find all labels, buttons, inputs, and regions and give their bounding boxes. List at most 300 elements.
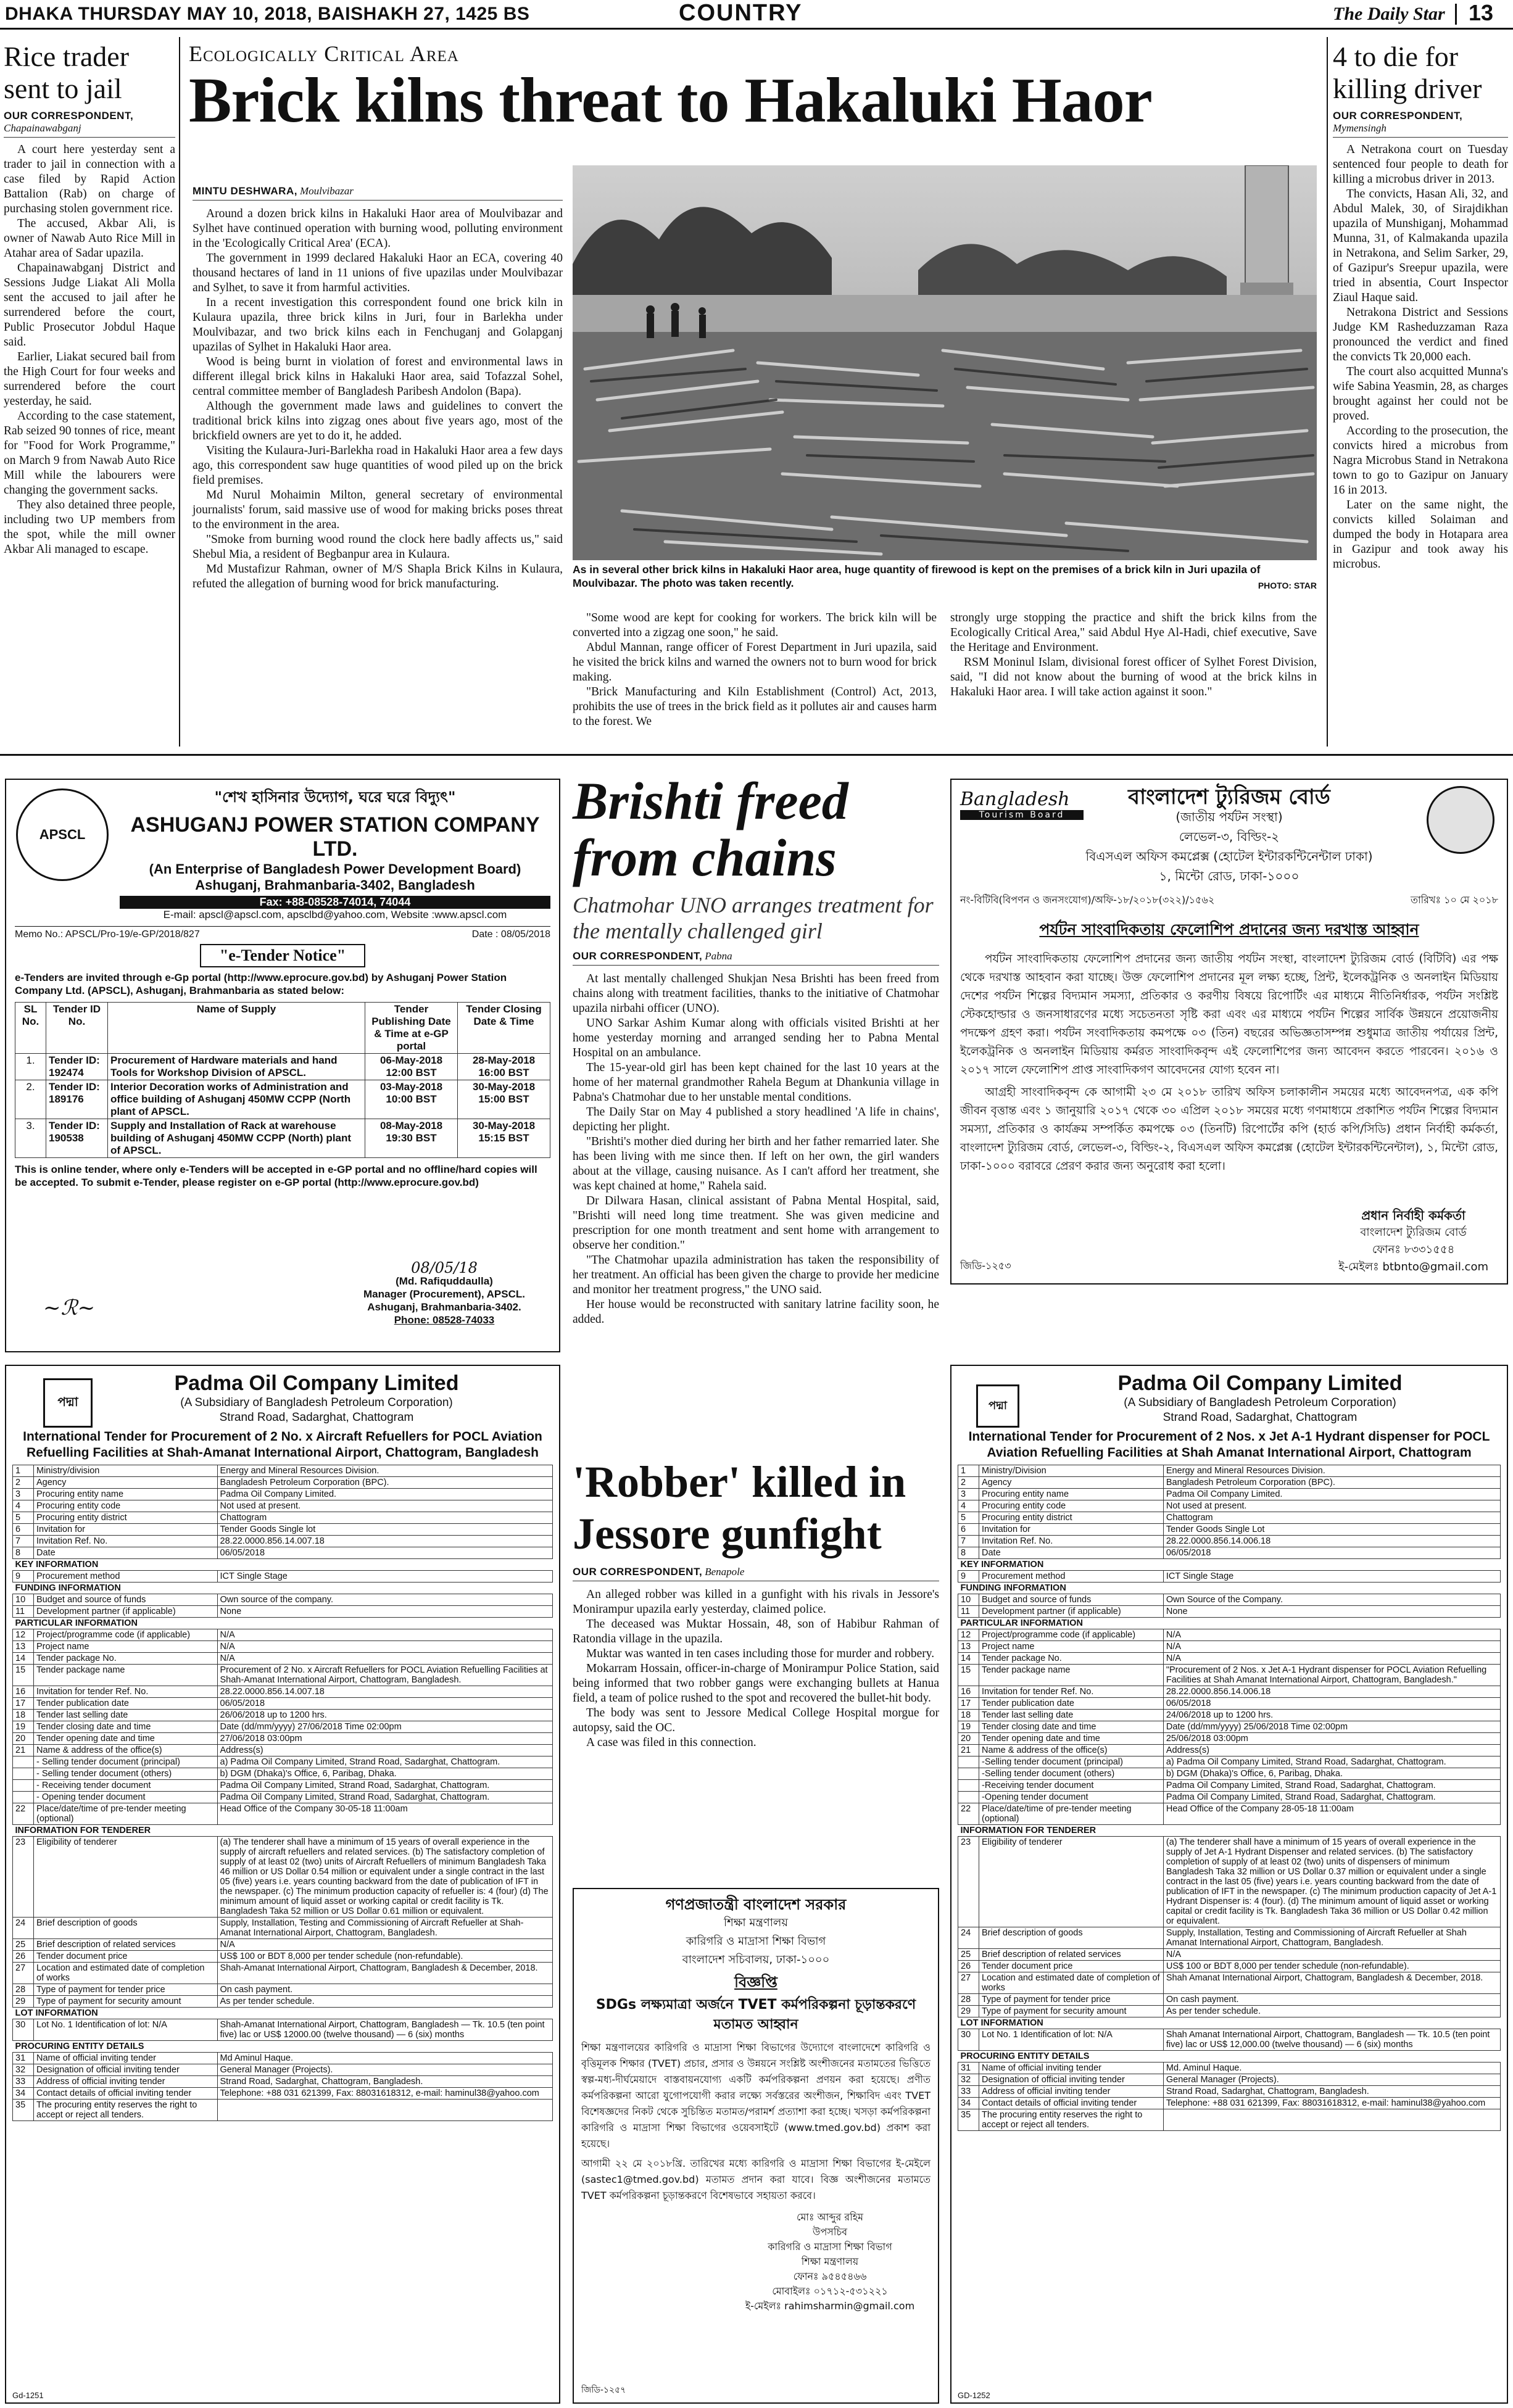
paragraph: "Brishti's mother died during her birth and her father remarried later. She has been living with me since then. If left on her own, the girl wanders about at the village, causing nuisance. As I can't afford her treatment, she was kept chained at home," Rahela said. (573, 1135, 939, 1193)
table-cell: Lot No. 1 Identification of lot: N/A (34, 2019, 218, 2041)
apscl-notice-wrap (15, 944, 550, 967)
table-cell: 27 (958, 1972, 979, 1994)
table-cell: Agency (34, 1477, 218, 1489)
table-row (13, 1768, 553, 1780)
table-section-header: KEY INFORMATION (13, 1559, 553, 1571)
tourism-addr2: বিএসএল অফিস কমপ্লেক্স (হোটেল ইন্টারকন্টিনেন্টাল ঢাকা) (1085, 849, 1373, 864)
table-cell: Name of official inviting tender (34, 2053, 218, 2064)
table-row (958, 1825, 1501, 1837)
table-cell: N/A (217, 1939, 553, 1951)
table-cell: Padma Oil Company Limited, Strand Road, Sadarghat, Chattogram. (1163, 1780, 1500, 1792)
table-cell: Procuring entity district (979, 1512, 1164, 1524)
padma-code: Gd-1251 (12, 2391, 44, 2400)
table-cell: 24/06/2018 up to 1200 hrs. (1163, 1710, 1500, 1721)
paragraph: strongly urge stopping the practice and shift the brick kilns from the Ecologically Critical Area," said Abdul Hye Al-Hadi, chief executive, Save the Heritage and Environment. (950, 611, 1317, 654)
table-cell: 35 (958, 2109, 979, 2131)
table-cell: - Selling tender document (others) (34, 1768, 218, 1780)
table-row (958, 1837, 1501, 1927)
table-cell (13, 1756, 34, 1768)
table-cell: 12 (958, 1629, 979, 1641)
table-cell: Tender closing date and time (979, 1721, 1164, 1733)
table-row (958, 1698, 1501, 1710)
table-row (958, 1972, 1501, 1994)
table-cell: N/A (1163, 1949, 1500, 1961)
table-cell: On cash payment. (217, 1984, 553, 1996)
table-cell: - Opening tender document (34, 1792, 218, 1803)
table-cell: Type of payment for tender price (979, 1994, 1164, 2006)
table-row (958, 2017, 1501, 2029)
table-cell: Procurement method (34, 1571, 218, 1583)
table-row (13, 1733, 553, 1745)
table-cell: 20 (13, 1733, 34, 1745)
table-cell: Designation of official inviting tender (34, 2064, 218, 2076)
table-header: SL No. (15, 1003, 46, 1054)
apscl-designation: Manager (Procurement), APSCL. (363, 1288, 525, 1300)
table-row (15, 1080, 550, 1119)
table-section-header: LOT INFORMATION (13, 2008, 553, 2019)
table-cell: 11 (13, 1606, 34, 1618)
table-row (958, 1710, 1501, 1721)
table-cell: 06/05/2018 (217, 1547, 553, 1559)
table-row (13, 1837, 553, 1918)
table-cell: 2 (13, 1477, 34, 1489)
table-row (13, 2100, 553, 2121)
table-row (958, 1489, 1501, 1500)
tourism-signature-block (1338, 1207, 1488, 1276)
table-cell: Supply, Installation, Testing and Commissioning of Aircraft Refueller at Shah Amanat International Airport, Chattogram, Bangladesh. (1163, 1927, 1500, 1949)
table-cell: Chattogram (217, 1512, 553, 1524)
table-cell: Invitation for (979, 1524, 1164, 1536)
story-column-3 (950, 611, 1317, 700)
masthead-dateline: DHAKA THURSDAY MAY 10, 2018, BAISHAKH 27, 1425 BS (5, 4, 530, 24)
paragraph: Her house would be reconstructed with sanitary latrine facility soon, he added. (573, 1298, 939, 1326)
paragraph: According to the prosecution, the convicts hired a microbus from Nagra Microbus Stand in Netrakona town to go to Gazipur on January 16 in 2013. (1333, 424, 1508, 497)
table-cell: Procuring entity district (34, 1512, 218, 1524)
padma-logo (43, 1378, 93, 1428)
padma-logo-text: পদ্মা (989, 1399, 1007, 1412)
table-cell: Procurement method (979, 1571, 1164, 1583)
table-cell: Date (979, 1547, 1164, 1559)
table-cell: Energy and Mineral Resources Division. (217, 1465, 553, 1477)
column-rule (1327, 37, 1328, 747)
padma-logo (976, 1384, 1019, 1428)
masthead (0, 0, 1513, 30)
table-row (13, 1665, 553, 1686)
table-cell: Contact details of official inviting tender (34, 2088, 218, 2100)
tourism-ref-row (960, 892, 1498, 909)
paragraph: A case was filed in this connection. (586, 1736, 756, 1749)
table-cell: 25 (958, 1949, 979, 1961)
story-deck: Chatmohar UNO arranges treatment for the mentally challenged girl (573, 893, 934, 943)
apscl-address: Ashuganj, Brahmanbaria-3402, Bangladesh (195, 877, 475, 893)
table-cell: -Selling tender document (principal) (979, 1756, 1164, 1768)
table-cell: 06/05/2018 (1163, 1547, 1500, 1559)
table-row (13, 1698, 553, 1710)
story-byline: MINTU DESHWARA, (193, 185, 297, 197)
table-cell: Tender opening date and time (979, 1733, 1164, 1745)
table-cell: 16 (13, 1686, 34, 1698)
table-cell: (a) The tenderer shall have a minimum of 15 years of overall experience in the supply of Jet A-1 Hydrant Dispenser and related services. (b) The satisfactory completion of supply of at least 02 (two) units of dispensers of minimum Bangladesh Taka 32 million or US Dollar 0.37 million or equivalent under a single contract in the last 05 (five) years i.e. years counting backward from the date of publication of IFT in the newspaper. (c) The minimum production capacity of Jet A-1 Hydrant Dispenser is: 4 (four). (d) The minimum amount of liquid asset or working capital or credit facility is Tk. Bangladesh Taka 36 million or US Dollar 0.42 million or equivalent. (1163, 1837, 1500, 1927)
table-cell: Tender package No. (34, 1653, 218, 1665)
table-row (13, 1606, 553, 1618)
apscl-slogan: "শেখ হাসিনার উদ্যোগ, ঘরে ঘরে বিদ্যুৎ" (214, 788, 456, 806)
paragraph: Chapainawabganj District and Sessions Judge Liakat Ali Molla sent the accused to jail after he surrendered before the court, Public Prosecutor Jobdul Haque said. (4, 262, 175, 349)
section-divider (0, 754, 1513, 756)
table-row (958, 2074, 1501, 2086)
table-cell: Date (34, 1547, 218, 1559)
table-cell: (a) The tenderer shall have a minimum of 15 years of overall experience in the supply of aircraft refuellers and related services. (b) The satisfactory completion of supply of at least 02 (two) units of Aircraft Refuellers of minimum Bangladesh Taka 46 million or US Dollar 0.54 million or equivalent under a single contract in the last 05 (five) years i.e. years counting backward from the date of publication of IFT in the newspaper. (c) The minimum production capacity of refueller is: 4 (four) (d) The minimum amount of liquid asset or working capital or credit facility is Tk. Bangladesh Taka 52 million or US Dollar 0.61 million or equivalent. (217, 1837, 553, 1918)
govt-mobile: মোবাইলঃ ০১৭১২-৫৩১২২১ (772, 2285, 888, 2297)
govt-notice: বিজ্ঞপ্তি (734, 1974, 777, 1991)
table-row (13, 1686, 553, 1698)
table-section-header: PROCURING ENTITY DETAILS (958, 2051, 1501, 2063)
table-row (13, 1629, 553, 1641)
table-cell: Tender package name (979, 1665, 1164, 1686)
tourism-para1: পর্যটন সাংবাদিকতায় ফেলোশিপ প্রদানের জন্য জাতীয় পর্যটন সংস্থা, বাংলাদেশ ট্যুরিজম বোর্ড (বিটিবি) এর পক্ষ থেকে দরখাস্ত আহবান করা যাচ্ছে। উক্ত ফেলোশিপ প্রদানের মূল লক্ষ্য হচ্ছে, প্রিন্ট, ইলেকট্রনিক ও অনলাইন মিডিয়ায় দেশের পর্যটন শিল্পের বিদ্যমান সমস্যা, প্রতিকার ও করণীয় বিষয়ে রিপোর্টিং এর মাধ্যমে নীতিনির্ধারক, পর্যটন সংশ্লিষ্ট স্টেকহোল্ডার ও জনসাধারণের মধ্যে সচেতনতা সৃষ্টি করা এবং এর মাধ্যমে পর্যটন শিল্পের সার্বিক উন্নয়নে প্রয়োজনীয় পদক্ষেপ গ্রহণ করা। পর্যটন সংবাদিকতায় কমপক্ষে ০৩ (তিন) বছরের অভিজ্ঞতাসম্পন্ন শুধুমাত্র জাতীয় পর্যায়ের প্রিন্ট, ইলেকট্রনিক ও অনলাইন মিডিয়ায় কর্মরত সাংবাদিকবৃন্দ এই ফেলোশিপের জন্য আবেদন করতে পারবেন। ২০১৬ ও ২০১৭ সালে ফেলোশিপ প্রাপ্ত সাংবাদিকগণ আবেদনের যোগ্য হবেন না। (960, 953, 1498, 1077)
table-cell: The procuring entity reserves the right to accept or reject all tenders. (979, 2109, 1164, 2131)
table-cell: 28-May-2018 16:00 BST (458, 1054, 550, 1080)
table-row (13, 1583, 553, 1594)
tourism-addr1: লেভেল-৩, বিল্ডিং-২ (1179, 829, 1280, 844)
table-cell: -Receiving tender document (979, 1780, 1164, 1792)
paragraph: Netrakona District and Sessions Judge KM Rasheduzzaman Raza pronounced the verdict and fined the convicts Tk 20,000 each. (1333, 306, 1508, 363)
table-row (13, 1547, 553, 1559)
story-headline: 4 to die for killing driver (1333, 41, 1482, 104)
table-cell: 6 (13, 1524, 34, 1536)
table-cell: 26 (958, 1961, 979, 1972)
table-row (13, 1500, 553, 1512)
story-body (573, 611, 937, 729)
table-row (13, 1918, 553, 1939)
padma-tender-table (12, 1465, 553, 2121)
table-cell: Date (dd/mm/yyyy) 25/06/2018 Time 02:00pm (1163, 1721, 1500, 1733)
table-cell: 9 (13, 1571, 34, 1583)
table-cell: - Selling tender document (principal) (34, 1756, 218, 1768)
apscl-logo (16, 788, 109, 881)
table-row (958, 1780, 1501, 1792)
table-row (958, 1583, 1501, 1594)
table-cell: Tender last selling date (979, 1710, 1164, 1721)
table-cell: 22 (13, 1803, 34, 1825)
table-cell: Padma Oil Company Limited, Strand Road, Sadarghat, Chattogram. (217, 1780, 553, 1792)
table-cell: Tender Goods Single Lot (1163, 1524, 1500, 1536)
apscl-tender-ad (5, 779, 560, 1352)
table-cell: 06/05/2018 (217, 1698, 553, 1710)
table-cell: 7 (13, 1536, 34, 1547)
govt-signature-block (729, 2210, 931, 2314)
table-cell: Invitation for tender Ref. No. (979, 1686, 1164, 1698)
table-cell: Type of payment for security amount (34, 1996, 218, 2008)
table-cell: 30 (13, 2019, 34, 2041)
table-row (13, 1477, 553, 1489)
table-cell: Head Office of the Company 28-05-18 11:00am (1163, 1803, 1500, 1825)
table-cell: 19 (958, 1721, 979, 1733)
paragraph: According to the case statement, Rab seized 90 tonnes of rice, meant for "Food for Work Programme," on March 9 from Nawab Auto Rice Mill while the labourers were changing the government sacks. (4, 410, 175, 497)
table-cell: Invitation for tender Ref. No. (34, 1686, 218, 1698)
govt-para1: শিক্ষা মন্ত্রণালয়ের কারিগরি ও মাদ্রাসা শিক্ষা বিভাগের উদ্যোগে বাংলাদেশে কারিগরি ও বৃত্তিমূলক শিক্ষার (TVET) প্রচার, প্রসার ও উন্নয়নে সংশ্লিষ্ট অংশীজনের মতামতের ভিত্তিতে স্বল্প-মধ্য-দীর্ঘমেয়াদে বাস্তবায়নযোগ্য একটি কর্মপরিকল্পনা প্রণয়ন করা হয়েছে। প্রণীত কর্মপরিকল্পনা আরো যুগোপযোগী করার লক্ষ্যে সর্বস্তরের অংশীজন, শিক্ষাবিদ এবং TVET বিশেষজ্ঞদের নিকট থেকে সুচিন্তিত মতামত/পরামর্শ প্রত্যাশা করা হচ্ছে। খসড়া কর্মপরিকল্পনা কারিগরি ও মাদ্রাসা শিক্ষা বিভাগের ওয়েবসাইটে (www.tmed.gov.bd) প্রকাশ করা হয়েছে। (581, 2042, 931, 2149)
apscl-sig-address: Ashuganj, Brahmanbaria-3402. (367, 1301, 521, 1313)
paragraph: Muktar was wanted in ten cases including those for murder and robbery. (586, 1647, 935, 1660)
govt-para2: আগামী ২২ মে ২০১৮খ্রি. তারিখের মধ্যে কারিগরি ও মাদ্রাসা শিক্ষা বিভাগের ই-মেইলে (sastec1@tmed.gov.bd) মতামত প্রদান করা যাবে। বিজ্ঞ অংশীজনের মতামতে TVET কর্মপরিকল্পনা চূড়ান্তকরণে বিশেষভাবে সহায়তা করবে। (581, 2158, 931, 2201)
table-cell: 5 (958, 1512, 979, 1524)
story-byline: OUR CORRESPONDENT, (4, 110, 134, 122)
table-row (958, 1803, 1501, 1825)
tourism-addr3: ১, মিন্টো রোড, ঢাকা-১০০০ (1159, 869, 1300, 883)
photo-credit: PHOTO: STAR (1258, 581, 1317, 590)
table-cell: ICT Single Stage (1163, 1571, 1500, 1583)
table-row (15, 1119, 550, 1158)
tourism-para2: আগ্রহী সাংবাদিকবৃন্দ কে আগামী ২৩ মে ২০১৮ তারিখ অফিস চলাকালীন সময়ের মধ্যে আবেদনপত্র, এক কপি জীবন বৃত্তান্ত এবং ১ জানুয়ারি ২০১৭ থেকে ৩০ এপ্রিল ২০১৮ সময়ের মধ্যে গণমাধ্যমে প্রকাশিত পর্যটন শিল্পের বিদ্যমান সমস্যা, প্রতিকার ও কার্যক্রম সম্পর্কিত কমপক্ষে ০৩ (তিনটি) রিপোর্টের কপি (হার্ড কপি/সিডি) প্রধান নির্বাহী কর্মকর্তা, বাংলাদেশ ট্যুরিজম বোর্ড, লেভেল-৩, বিল্ডিং-২, বিএসএল অফিস কমপ্লেক্স (হোটেল ইন্টারকন্টিনেন্টাল), ১, মিন্টো রোড, ঢাকা-১০০০ বরাবরে প্রেরণ করার জন্য অনুরোধ করা হলো। (960, 1086, 1498, 1173)
table-cell: 23 (958, 1837, 979, 1927)
apscl-notice: "e-Tender Notice" (200, 944, 365, 967)
table-cell: 28 (13, 1984, 34, 1996)
apscl-header (120, 786, 550, 921)
table-cell: Type of payment for security amount (979, 2006, 1164, 2017)
table-cell: Own Source of the Company. (1163, 1594, 1500, 1606)
story-brick-kilns (189, 41, 1318, 134)
table-cell: Interior Decoration works of Administration and office building of Ashuganj 450MW CCPP (North plant of APSCL. (108, 1080, 365, 1119)
story-dateline: Moulvibazar (299, 185, 354, 197)
table-cell: Lot No. 1 Identification of lot: N/A (979, 2029, 1164, 2051)
table-row (13, 1745, 553, 1756)
table-cell: 31 (958, 2063, 979, 2074)
paragraph: "Some wood are kept for cooking for workers. The brick kiln will be converted into a zigzag one soon," he said. (573, 611, 937, 639)
story-dateline: Pabna (705, 950, 732, 962)
table-cell: 33 (13, 2076, 34, 2088)
table-cell: 12 (13, 1629, 34, 1641)
paragraph: The accused, Akbar Ali, is owner of Nawab Auto Rice Mill in Atahar area of Sadar upazila. (4, 217, 175, 260)
govt-heading: SDGs লক্ষ্যমাত্রা অর্জনে TVET কর্মপরিকল্পনা চূড়ান্তকরণে মতামত আহ্বান (595, 1997, 916, 2032)
table-row (13, 1803, 553, 1825)
table-row (13, 1618, 553, 1629)
paragraph: The deceased was Muktar Hossain, 48, son of Habibur Rahman of Ratondia village in the upazila. (573, 1618, 939, 1645)
story-body (950, 611, 1317, 700)
table-row (958, 1536, 1501, 1547)
table-row (958, 1641, 1501, 1653)
table-cell: Padma Oil Company Limited. (1163, 1489, 1500, 1500)
table-cell: Tender document price (34, 1951, 218, 1963)
table-cell: 28.22.0000.856.14.006.18 (1163, 1686, 1500, 1698)
table-cell: On cash payment. (1163, 1994, 1500, 2006)
table-cell: Tender publication date (34, 1698, 218, 1710)
table-cell: 1. (15, 1054, 46, 1080)
photo-illustration (573, 165, 1317, 560)
govt-address: বাংলাদেশ সচিবালয়, ঢাকা-১০০০ (682, 1953, 830, 1966)
table-row (958, 1756, 1501, 1768)
table-section-header: FUNDING INFORMATION (13, 1583, 553, 1594)
paragraph: RSM Moninul Islam, divisional forest officer of Sylhet Forest Division, said, "I did not know about the burning of wood at the brick kilns in Hakaluki Haor area. I will take action against it soon." (950, 656, 1317, 698)
table-cell: N/A (217, 1653, 553, 1665)
paragraph: Earlier, Liakat secured bail from the High Court for four weeks and surrendered before the court yesterday, he said. (4, 350, 175, 408)
table-cell: b) DGM (Dhaka)'s Office, 6, Paribag, Dhaka. (217, 1768, 553, 1780)
table-cell: Telephone: +88 031 621399, Fax: 88031618312, e-mail: haminul38@yahoo.com (217, 2088, 553, 2100)
table-cell: Md Aminul Haque. (217, 2053, 553, 2064)
table-cell: 23 (13, 1837, 34, 1918)
table-row (13, 2076, 553, 2088)
padma-code: GD-1252 (958, 2391, 990, 2400)
table-row (958, 1618, 1501, 1629)
paragraph: Around a dozen brick kilns in Hakaluki Haor area of Moulvibazar and Sylhet have continued operation with burning wood, polluting environment in the 'Ecologically Critical Area' (ECA). (193, 207, 563, 250)
masthead-separator (1455, 4, 1457, 25)
table-cell: Ministry/division (34, 1465, 218, 1477)
story-byline: OUR CORRESPONDENT, (1333, 110, 1463, 122)
table-cell: -Opening tender document (979, 1792, 1164, 1803)
story-body (1333, 143, 1508, 572)
table-cell: As per tender schedule. (217, 1996, 553, 2008)
table-cell: 25/06/2018 03:00pm (1163, 1733, 1500, 1745)
apscl-initial-signature: ~ℛ~ (43, 1296, 96, 1320)
padma-address: Strand Road, Sadarghat, Chattogram (219, 1411, 414, 1424)
govt-tvet-ad (573, 1888, 939, 2404)
table-cell: 28 (958, 1994, 979, 2006)
paragraph: An alleged robber was killed in a gunfight with his rivals in Jessore's Monirampur upazila early yesterday, claimed police. (573, 1588, 939, 1616)
tourism-logo-sub: Tourism Board (960, 810, 1084, 820)
table-cell: 31 (13, 2053, 34, 2064)
table-row (958, 1949, 1501, 1961)
table-cell: Development partner (if applicable) (979, 1606, 1164, 1618)
padma-hydrant-dispenser-ad (950, 1365, 1508, 2404)
table-cell: Supply and Installation of Rack at warehouse building of Ashuganj 450MW CCPP (North) plant of APSCL. (108, 1119, 365, 1158)
story-column-2 (573, 611, 937, 729)
apscl-signature: 08/05/18 (411, 1259, 478, 1276)
table-cell: None (217, 1606, 553, 1618)
table-cell: Tender ID: 189176 (46, 1080, 108, 1119)
table-cell: US$ 100 or BDT 8,000 per tender schedule (non-refundable). (1163, 1961, 1500, 1972)
story-body (573, 972, 939, 1327)
tourism-signer: প্রধান নির্বাহী কর্মকর্তা (1361, 1208, 1465, 1223)
story-headline: Rice trader sent to jail (4, 41, 130, 104)
padma-aircraft-refueller-ad (5, 1365, 560, 2404)
padma-logo-text: পদ্মা (57, 1394, 78, 1409)
table-cell: -Selling tender document (others) (979, 1768, 1164, 1780)
table-cell: Tender ID: 190538 (46, 1119, 108, 1158)
table-cell: Padma Oil Company Limited, Strand Road, Sadarghat, Chattogram. (217, 1792, 553, 1803)
table-section-header: INFORMATION FOR TENDERER (958, 1825, 1501, 1837)
govt-designation: উপসচিব (812, 2226, 847, 2238)
table-cell: Project name (34, 1641, 218, 1653)
tourism-email: ই-মেইলঃ btbnto@gmail.com (1338, 1260, 1488, 1273)
table-cell: Not used at present. (217, 1500, 553, 1512)
apscl-tender-table (15, 1002, 550, 1158)
table-cell: Procurement of 2 No. x Aircraft Refuellers for POCL Aviation Refuelling Facilities at Shah-Amanat International Airport, Chattogram, Bangladesh. (217, 1665, 553, 1686)
table-header: Tender ID No. (46, 1003, 108, 1054)
table-cell: N/A (217, 1629, 553, 1641)
table-cell: Padma Oil Company Limited. (217, 1489, 553, 1500)
table-cell (958, 1768, 979, 1780)
table-cell: 5 (13, 1512, 34, 1524)
table-row (958, 2063, 1501, 2074)
table-cell: 8 (958, 1547, 979, 1559)
table-row (13, 2088, 553, 2100)
table-row (13, 1996, 553, 2008)
table-section-header: PARTICULAR INFORMATION (958, 1618, 1501, 1629)
table-cell (13, 1792, 34, 1803)
table-cell: N/A (1163, 1641, 1500, 1653)
table-cell: The procuring entity reserves the right to accept or reject all tenders. (34, 2100, 218, 2121)
table-cell: 27 (13, 1963, 34, 1984)
paragraph: Mokarram Hossain, officer-in-charge of Monirampur Police Station, said being informed that two robber gangs were exchanging bullets at Hanua field, a team of police rushed to the spot and recovered the bullet-hit body. (573, 1662, 939, 1705)
table-cell: 15 (958, 1665, 979, 1686)
table-cell: Strand Road, Sadarghat, Chattogram, Bangladesh. (1163, 2086, 1500, 2098)
table-row (13, 2064, 553, 2076)
table-cell: Shah Amanat International Airport, Chattogram, Bangladesh — Tk. 10.5 (ten point five) lac or US$ 12,000.00 (twelve thousand) — 6 (six) months (1163, 2029, 1500, 2051)
table-cell: 27/06/2018 03:00pm (217, 1733, 553, 1745)
tourism-signer-org: বাংলাদেশ ট্যুরিজম বোর্ড (1360, 1226, 1467, 1239)
table-header: Tender Closing Date & Time (458, 1003, 550, 1054)
table-row (13, 1984, 553, 1996)
table-cell: Development partner (if applicable) (34, 1606, 218, 1618)
table-row (958, 1721, 1501, 1733)
table-cell: 6 (958, 1524, 979, 1536)
table-cell: 28.22.0000.856.14.007.18 (217, 1536, 553, 1547)
table-row (958, 1653, 1501, 1665)
photo-caption-block (573, 563, 1317, 592)
padma-sub: (A Subsidiary of Bangladesh Petroleum Corporation) (180, 1396, 453, 1409)
table-cell: 22 (958, 1803, 979, 1825)
table-cell: 28.22.0000.856.14.006.18 (1163, 1536, 1500, 1547)
table-cell: General Manager (Projects). (217, 2064, 553, 2076)
table-cell: ICT Single Stage (217, 1571, 553, 1583)
story-dateline: Mymensingh (1333, 122, 1508, 138)
table-row (958, 1792, 1501, 1803)
table-cell: Tender package No. (979, 1653, 1164, 1665)
table-cell: Tender opening date and time (34, 1733, 218, 1745)
table-cell: 34 (13, 2088, 34, 2100)
table-cell: 8 (13, 1547, 34, 1559)
paragraph: Abdul Mannan, range officer of Forest Department in Juri upazila, said he visited the brick kilns and warned the owners not to burn wood for brick making. (573, 641, 937, 684)
story-byline-row (193, 185, 563, 201)
table-cell: Tender package name (34, 1665, 218, 1686)
govt-title: গণপ্রজাতন্ত্রী বাংলাদেশ সরকার (665, 1896, 847, 1913)
table-row (13, 1512, 553, 1524)
table-row (13, 1465, 553, 1477)
table-row (13, 2053, 553, 2064)
paragraph: A court here yesterday sent a trader to jail in connection with a case filed by Rapid Action Battalion (Rab) on charge of purchasing stolen government rice. (4, 143, 175, 215)
table-row (13, 1571, 553, 1583)
table-cell: Name & address of the office(s) (979, 1745, 1164, 1756)
table-cell: Tender ID: 192474 (46, 1054, 108, 1080)
table-cell: 3 (13, 1489, 34, 1500)
apscl-subtitle: (An Enterprise of Bangladesh Power Development Board) (149, 861, 521, 877)
table-cell: 15 (13, 1665, 34, 1686)
table-cell: Brief description of related services (979, 1949, 1164, 1961)
table-cell: Invitation Ref. No. (979, 1536, 1164, 1547)
table-cell: a) Padma Oil Company Limited, Strand Road, Sadarghat, Chattogram. (1163, 1756, 1500, 1768)
table-row (958, 1994, 1501, 2006)
padma-sub: (A Subsidiary of Bangladesh Petroleum Corporation) (1124, 1396, 1396, 1409)
paragraph: The body was sent to Jessore Medical College Hospital morgue for autopsy, said the OC. (573, 1707, 939, 1734)
paragraph: They also detained three people, including two UP members from the spot, while the mill owner Akbar Ali managed to escape. (4, 499, 175, 556)
govt-email: ই-মেইলঃ rahimsharmin@gmail.com (745, 2300, 915, 2312)
table-section-header: INFORMATION FOR TENDERER (13, 1825, 553, 1837)
table-row (15, 1054, 550, 1080)
table-cell: Supply, Installation, Testing and Commissioning of Aircraft Refueller at Shah-Amanat International Airport, Chattogram, Bangladesh. (217, 1918, 553, 1939)
table-cell: 25 (13, 1939, 34, 1951)
table-row (958, 1665, 1501, 1686)
story-rice-trader (4, 41, 175, 557)
table-cell: 30-May-2018 15:00 BST (458, 1080, 550, 1119)
table-cell: Bangladesh Petroleum Corporation (BPC). (1163, 1477, 1500, 1489)
table-section-header: PARTICULAR INFORMATION (13, 1618, 553, 1629)
table-cell: 30 (958, 2029, 979, 2051)
tourism-logo-text: Bangladesh (960, 788, 1070, 810)
tourism-board-ad (950, 779, 1508, 1285)
story-kicker: Ecologically Critical Area (189, 41, 459, 66)
table-row (13, 1963, 553, 1984)
table-cell: 4 (958, 1500, 979, 1512)
table-cell: Location and estimated date of completion of works (979, 1972, 1164, 1994)
table-cell: 2. (15, 1080, 46, 1119)
